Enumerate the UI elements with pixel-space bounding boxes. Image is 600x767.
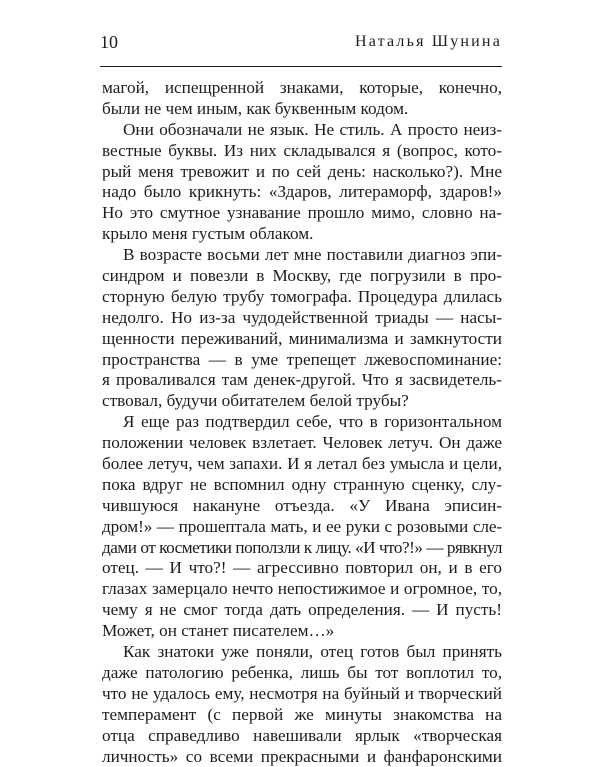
text-line: чему я не смог тогда дать определения. — И пусть!: [102, 600, 502, 621]
text-line: надо было крикнуть: «Здаров, литераморф, здаров!»: [102, 182, 502, 203]
text-line: вестные буквы. Из них складывался я (вопрос, кото-: [102, 141, 502, 162]
text-line: синдром и повезли в Москву, где погрузили в про-: [102, 266, 502, 287]
header-divider: [100, 66, 502, 67]
paragraph: [102, 642, 502, 767]
text-line: Они обозначали не язык. Не стиль. А просто неиз-: [102, 120, 502, 141]
text-line: были не чем иным, как буквенным кодом.: [102, 99, 502, 120]
text-line: глазах замерцало нечто непостижимое и огромное, то,: [102, 579, 502, 600]
text-line: недолго. Но из-за чудодейственной триады — насы-: [102, 308, 502, 329]
text-line: личность» со всеми прекрасными и фанфаронскими: [102, 747, 502, 767]
running-head-author: Наталья Шунина: [355, 31, 502, 53]
text-line: Может, он станет писателем…»: [102, 621, 502, 642]
text-line: даже патологию ребенка, лишь бы тот воплотил то,: [102, 663, 502, 684]
text-line: отец. — И что?! — агрессивно повторил он, и в его: [102, 558, 502, 579]
text-line: Как знатоки уже поняли, отец готов был принять: [102, 642, 502, 663]
text-line: чившуюся накануне отъезда. «У Ивана эписин-: [102, 496, 502, 517]
text-line: положении человек взлетает. Человек летуч. Он даже: [102, 433, 502, 454]
text-line: магой, испещренной знаками, которые, конечно,: [102, 78, 502, 99]
text-line: пока вдруг не вспомнил одну странную сценку, слу-: [102, 475, 502, 496]
text-line: рый меня тревожит и по сей день: насколько?). Мне: [102, 162, 502, 183]
text-line: дами от косметики поползли к лицу. «И что?!» — рявкнул: [102, 538, 502, 559]
body-text: [102, 78, 502, 767]
text-line: ствовал, будучи обитателем белой трубы?: [102, 391, 502, 412]
text-line: сторную белую трубу томографа. Процедура длилась: [102, 287, 502, 308]
paragraph: [102, 120, 502, 245]
text-line: Я еще раз подтвердил себе, что в горизонтальном: [102, 412, 502, 433]
text-line: отца справедливо навешивали ярлык «творческая: [102, 726, 502, 747]
text-line: темперамент (с первой же минуты знакомства на: [102, 705, 502, 726]
text-line: щенности переживаний, минимализма и замкнутости: [102, 329, 502, 350]
paragraph: [102, 412, 502, 642]
running-head: [100, 30, 502, 54]
page-number: 10: [100, 31, 118, 53]
text-line: я проваливался там денек-другой. Что я засвидетель-: [102, 370, 502, 391]
paragraph: [102, 78, 502, 120]
text-line: дром!» — прошептала мать, и ее руки с розовыми сле-: [102, 517, 502, 538]
text-line: пространства — в уме трепещет лжевоспоминание:: [102, 350, 502, 371]
text-line: что не удалось ему, несмотря на буйный и творческий: [102, 684, 502, 705]
text-line: Но это смутное узнавание прошло мимо, словно на-: [102, 203, 502, 224]
text-line: крыло меня густым облаком.: [102, 224, 502, 245]
text-line: В возрасте восьми лет мне поставили диагноз эпи-: [102, 245, 502, 266]
paragraph: [102, 245, 502, 412]
text-line: более летуч, чем запахи. И я летал без умысла и цели,: [102, 454, 502, 475]
